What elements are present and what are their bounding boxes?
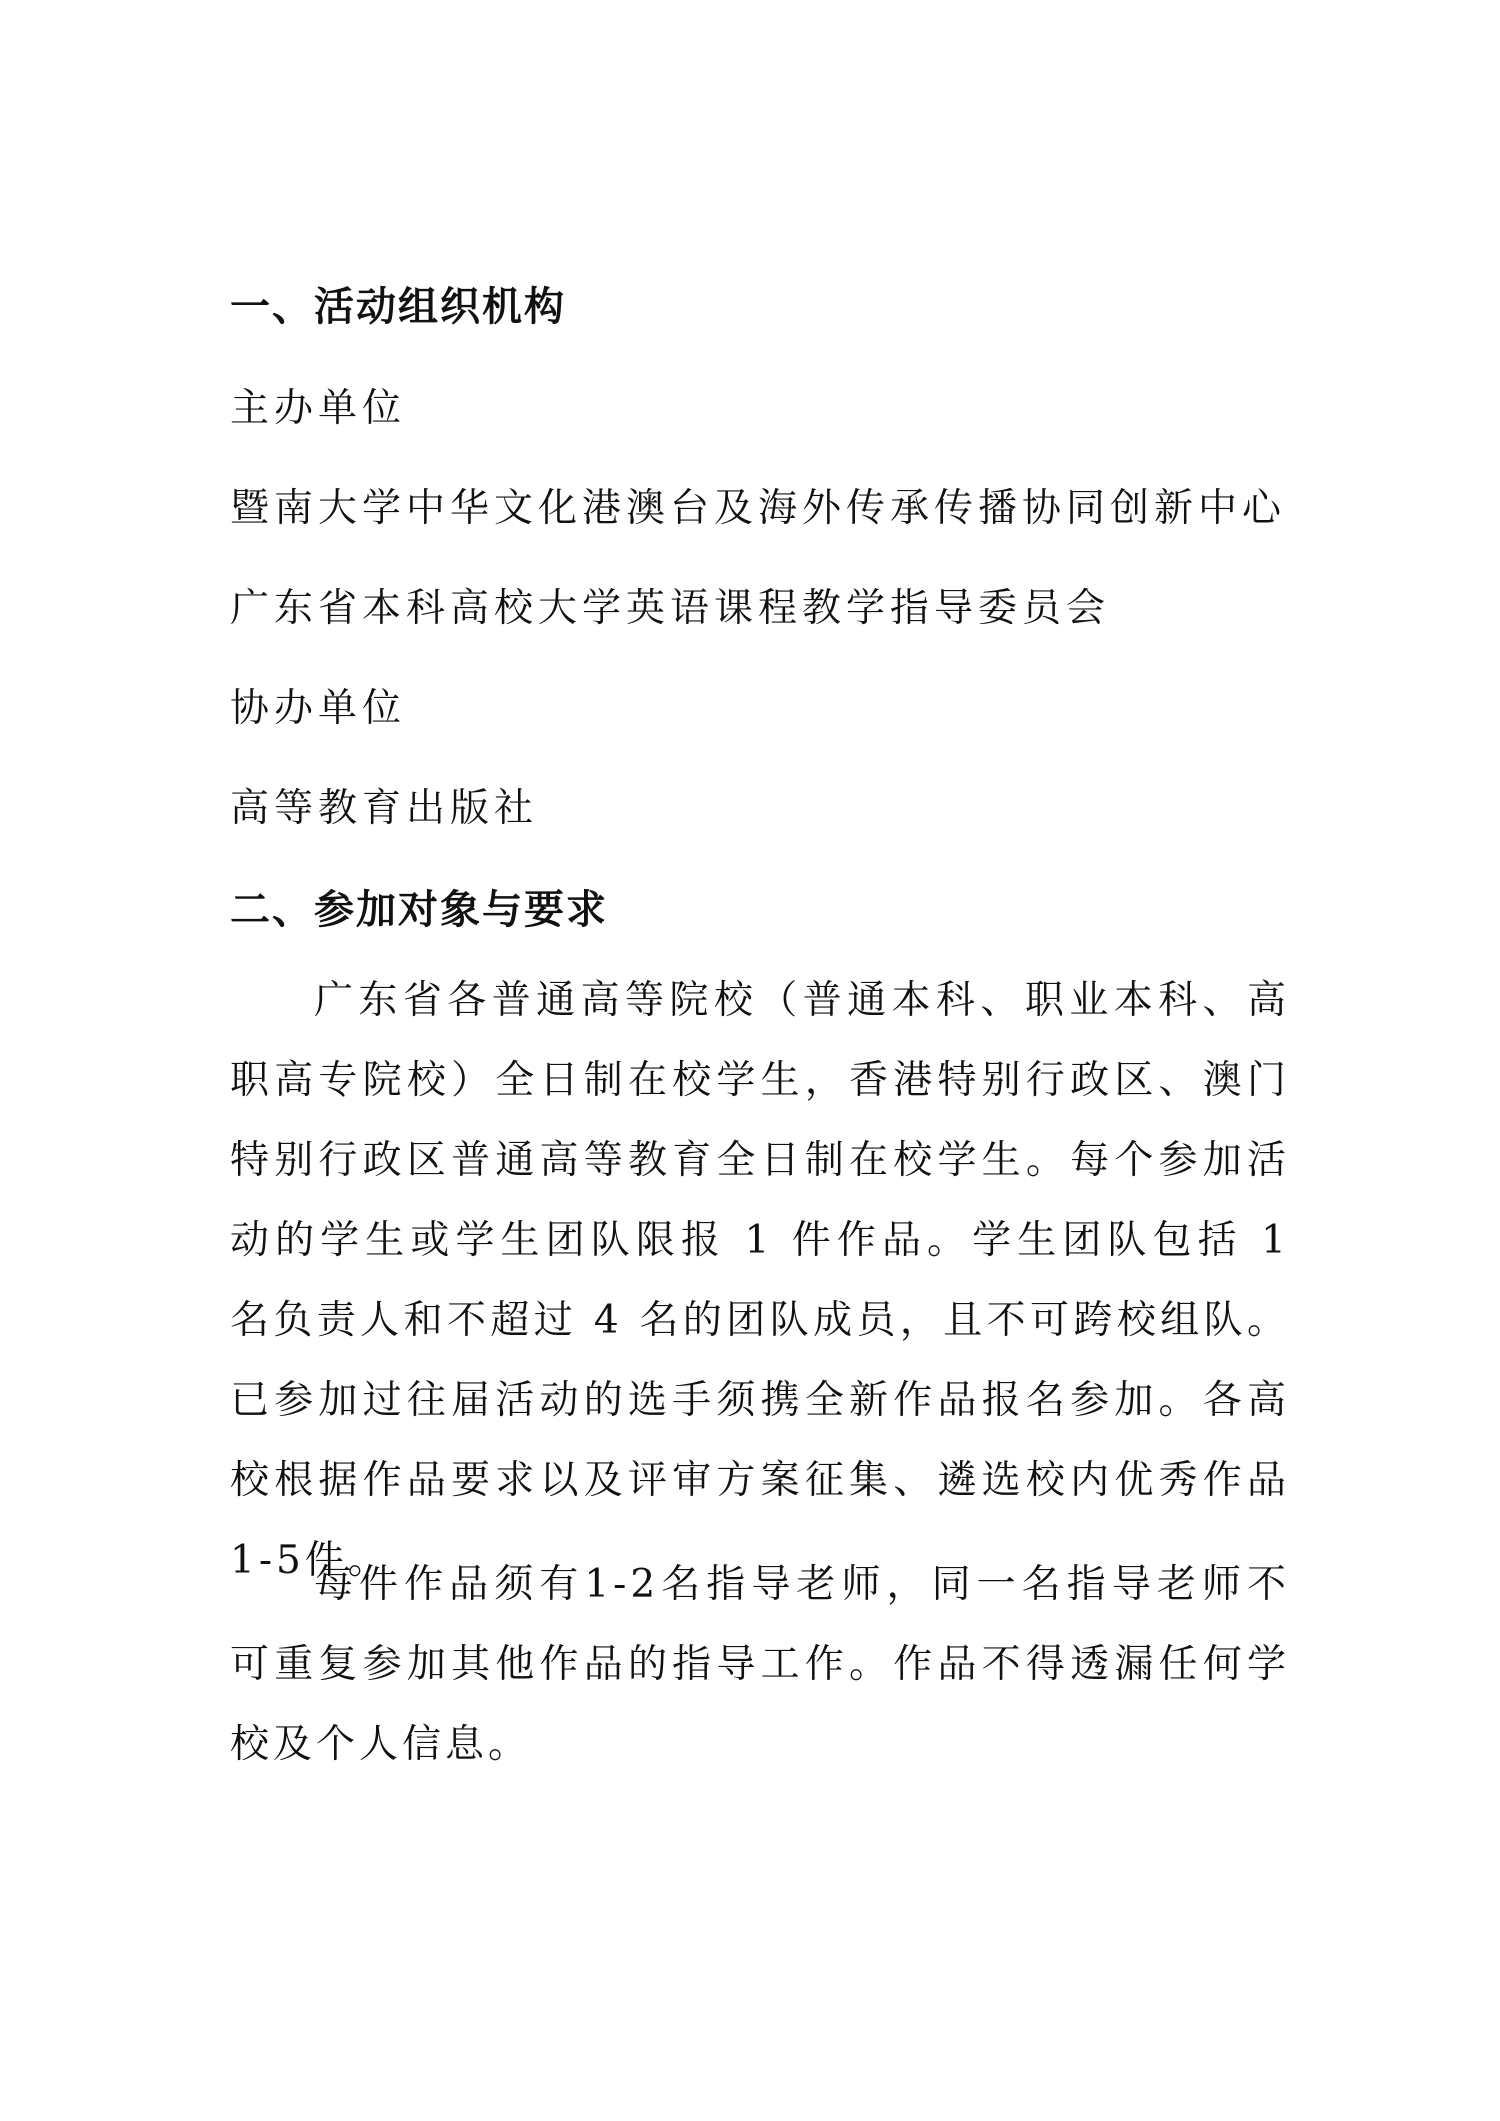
section-heading-participants: 二、参加对象与要求 <box>230 887 608 933</box>
organizer-label: 主办单位 <box>230 386 407 431</box>
participant-requirements-paragraph: 广东省各普通高等院校（普通本科、职业本科、高职高专院校）全日制在校学生，香港特别行政区、澳门特别行政区普通高等教育全日制在校学生。每个参加活动的学生或学生团队限报 1 件作品。学生团队包括 1 名负责人和不超过 4 名的团队成员，且不可跨校组队。已参加过往届活动的选手须携全新作品报名参加。各高校根据作品要求以及评审方案征集、遴选校内优秀作品1-5件。 <box>230 978 1290 1583</box>
co-organizer-label: 协办单位 <box>230 686 407 731</box>
section-heading-organization: 一、活动组织机构 <box>230 284 566 330</box>
organizer-item: 暨南大学中华文化港澳台及海外传承传播协同创新中心 <box>230 486 1287 531</box>
co-organizer-item: 高等教育出版社 <box>230 786 539 831</box>
organizer-item: 广东省本科高校大学英语课程教学指导委员会 <box>230 586 1111 631</box>
advisor-requirements-paragraph: 每件作品须有1-2名指导老师，同一名指导老师不可重复参加其他作品的指导工作。作品不得透漏任何学校及个人信息。 <box>230 1562 1290 1767</box>
